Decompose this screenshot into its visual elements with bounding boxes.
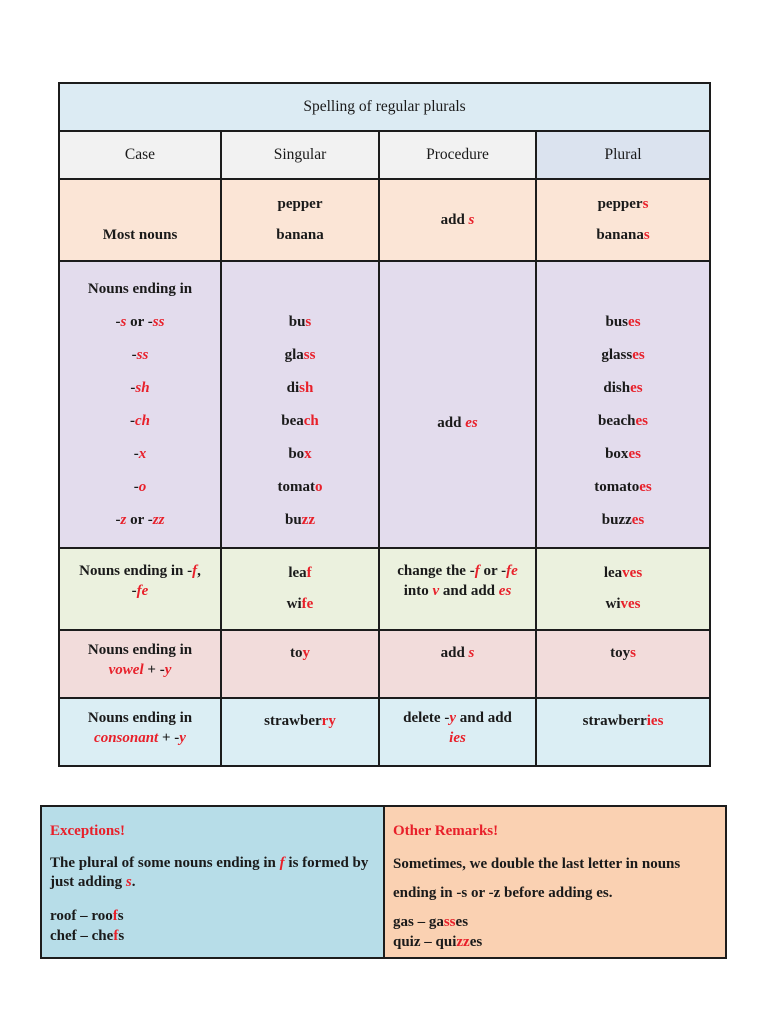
singular-word: bus — [288, 314, 312, 330]
procedure-cell: change the -f or -fe into v and add es — [379, 548, 536, 630]
header-case: Case — [59, 131, 221, 179]
plural-word: buses — [605, 314, 641, 330]
singular-word: dish — [286, 380, 314, 396]
remarks-text: Sometimes, we double the last letter in nouns ending in -s or -z before adding es. — [393, 856, 681, 901]
ending-item: -o — [133, 478, 147, 495]
procedure-cell: add es — [379, 261, 536, 548]
plural-word: beaches — [598, 413, 649, 429]
procedure-text: add — [440, 211, 469, 228]
procedure-cell: add s — [379, 630, 536, 698]
plural-word: glasses — [601, 347, 645, 363]
plural-word: buzzes — [601, 512, 645, 528]
singular-cell: strawberry — [221, 698, 379, 766]
exception-example: chef – chefs — [50, 928, 125, 944]
plural-cell — [536, 179, 710, 261]
singular-word: beach — [281, 413, 319, 429]
row-add-es — [59, 261, 710, 548]
plural-word: bananas — [596, 227, 650, 243]
singular-word: buzz — [284, 512, 315, 528]
plural-word: leaves — [603, 565, 643, 581]
singular-word: leaf — [288, 565, 312, 581]
plural-word: wives — [605, 596, 641, 612]
singular-word: pepper — [277, 196, 323, 212]
row-most-nouns — [59, 179, 710, 261]
ending-item: -ch — [130, 412, 150, 429]
case-label: Most nouns — [102, 226, 178, 243]
procedure-cell — [379, 179, 536, 261]
procedure-cell: delete -y and add ies — [379, 698, 536, 766]
ending-item: -x — [133, 445, 147, 462]
case-heading: Nouns ending in — [87, 280, 193, 297]
ending-item: -ss — [131, 346, 149, 363]
singular-cell — [221, 261, 379, 548]
singular-cell: toy — [221, 630, 379, 698]
singular-word: glass — [284, 347, 316, 363]
row-f-fe — [59, 548, 710, 630]
singular-word: box — [288, 446, 312, 462]
remarks-title: Other Remarks! — [393, 823, 499, 839]
plural-word: peppers — [597, 196, 649, 212]
row-consonant-y — [59, 698, 710, 766]
singular-word: banana — [276, 227, 324, 243]
plurals-table — [58, 82, 711, 767]
ending-item: -s or -ss — [115, 313, 165, 330]
plural-cell: strawberries — [536, 698, 710, 766]
singular-cell — [221, 179, 379, 261]
header-singular: Singular — [221, 131, 379, 179]
table-title: Spelling of regular plurals — [59, 83, 710, 131]
ending-item: -sh — [130, 379, 150, 396]
case-cell — [59, 261, 221, 548]
plural-cell — [536, 261, 710, 548]
header-plural: Plural — [536, 131, 710, 179]
singular-word: tomato — [277, 479, 323, 495]
case-cell — [59, 179, 221, 261]
exceptions-text: The plural of some nouns ending in f is formed by just adding s. — [50, 855, 369, 890]
exceptions-box — [40, 805, 385, 959]
header-procedure: Procedure — [379, 131, 536, 179]
case-cell: Nouns ending in -f, -fe — [59, 548, 221, 630]
plural-cell: toys — [536, 630, 710, 698]
ending-item: -z or -zz — [115, 511, 165, 528]
row-vowel-y — [59, 630, 710, 698]
plural-cell — [536, 548, 710, 630]
exceptions-title: Exceptions! — [50, 823, 125, 839]
singular-word: wife — [286, 596, 314, 612]
plural-word: dishes — [603, 380, 643, 396]
exception-example: roof – roofs — [50, 908, 124, 924]
procedure-ending: s — [468, 211, 475, 228]
case-cell: Nouns ending in vowel + -y — [59, 630, 221, 698]
remarks-box — [383, 805, 727, 959]
singular-cell — [221, 548, 379, 630]
plural-word: tomatoes — [594, 479, 652, 495]
case-cell: Nouns ending in consonant + -y — [59, 698, 221, 766]
plural-word: boxes — [605, 446, 641, 462]
remark-example: quiz – quizzes — [393, 934, 483, 950]
remark-example: gas – gasses — [393, 914, 469, 930]
